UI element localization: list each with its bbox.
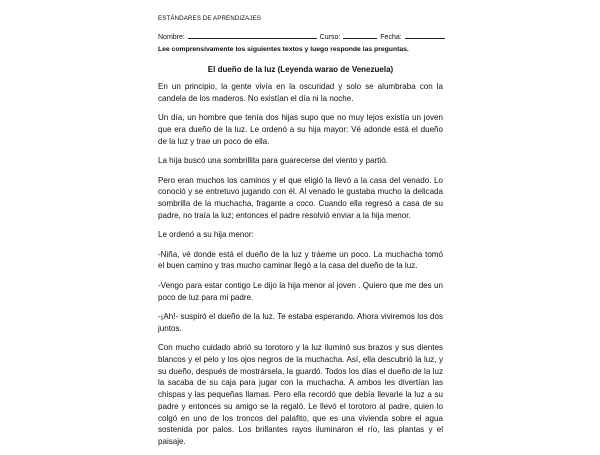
document-page bbox=[158, 0, 443, 450]
date-blank bbox=[405, 32, 445, 39]
paragraph: Pero eran muchos los caminos y el que eligió la llevó a la casa del venado. Lo conoció y se entretuvo jugando con él. Al venado le gustaba mucho la delicada sombrilla de la muchacha, fragante a coco. Cuando ella regresó a casa de su padre, no traía la luz; entonces el padre resolvió enviar a la hija menor. bbox=[158, 175, 443, 220]
paragraph: La hija buscó una sombrillita para guarecerse del viento y partió. bbox=[158, 156, 388, 166]
course-label: Curso: bbox=[319, 34, 341, 41]
instructions: Lee comprensivamente los siguientes textos y luego responde las preguntas. bbox=[158, 46, 409, 53]
paragraph: En un principio, la gente vivía en la oscuridad y solo se alumbraba con la candela de los maderos. No existían el día ni la noche. bbox=[158, 82, 443, 103]
date-label: Fecha: bbox=[380, 34, 402, 41]
paragraph: Le ordenó a su hija menor: bbox=[158, 230, 254, 240]
paragraph: -¡Ah!- suspiró el dueño de la luz. Te estaba esperando. Ahora viviremos los dos juntos. bbox=[158, 312, 443, 333]
course-blank bbox=[343, 32, 377, 39]
paragraph: Un día, un hombre que tenía dos hijas supo que no muy lejos existía un joven que era dueño de la luz. Le ordenó a su hija mayor: Vé adonde está el dueño de la luz y trae un poco de ella. bbox=[158, 113, 443, 146]
header-label: ESTÁNDARES DE APRENDIZAJES bbox=[158, 15, 261, 22]
name-label: Nombre: bbox=[158, 34, 185, 41]
paragraph: Con mucho cuidado abrió su torotoro y la luz iluminó sus brazos y sus dientes blancos y el pelo y los ojos negros de la muchacha. Así, ella descubrió la luz, y su dueño, después de mostrársela, la guardó. Todos los días el dueño de la luz la sacaba de su caja para jugar con la muchacha. A ambos les divertían las chispas y las pequeñas llamas. Pero ella recordó que debía llevarle la luz a su padre y entonces su amigo se la regaló. Le llevó el torotoro al padre, quien lo colgó en uno de los troncos del palafito, que es una vivienda sobre el agua sostenida por palos. Los brillantes rayos iluminaron el río, las plantas y el paisaje. bbox=[158, 343, 443, 446]
name-blank bbox=[188, 32, 317, 39]
paragraph: -Niña, vé donde está el dueño de la luz y tráeme un poco. La muchacha tomó el buen camino y tras mucho caminar llegó a la casa del dueño de la luz. bbox=[158, 249, 443, 271]
student-info-line bbox=[158, 32, 443, 41]
paragraph: -Vengo para estar contigo Le dijo la hija menor al joven . Quiero que me des un poco de luz para mi padre. bbox=[158, 280, 443, 302]
story-title: El dueño de la luz (Leyenda warao de Venezuela) bbox=[207, 65, 394, 74]
story-body bbox=[158, 81, 443, 455]
